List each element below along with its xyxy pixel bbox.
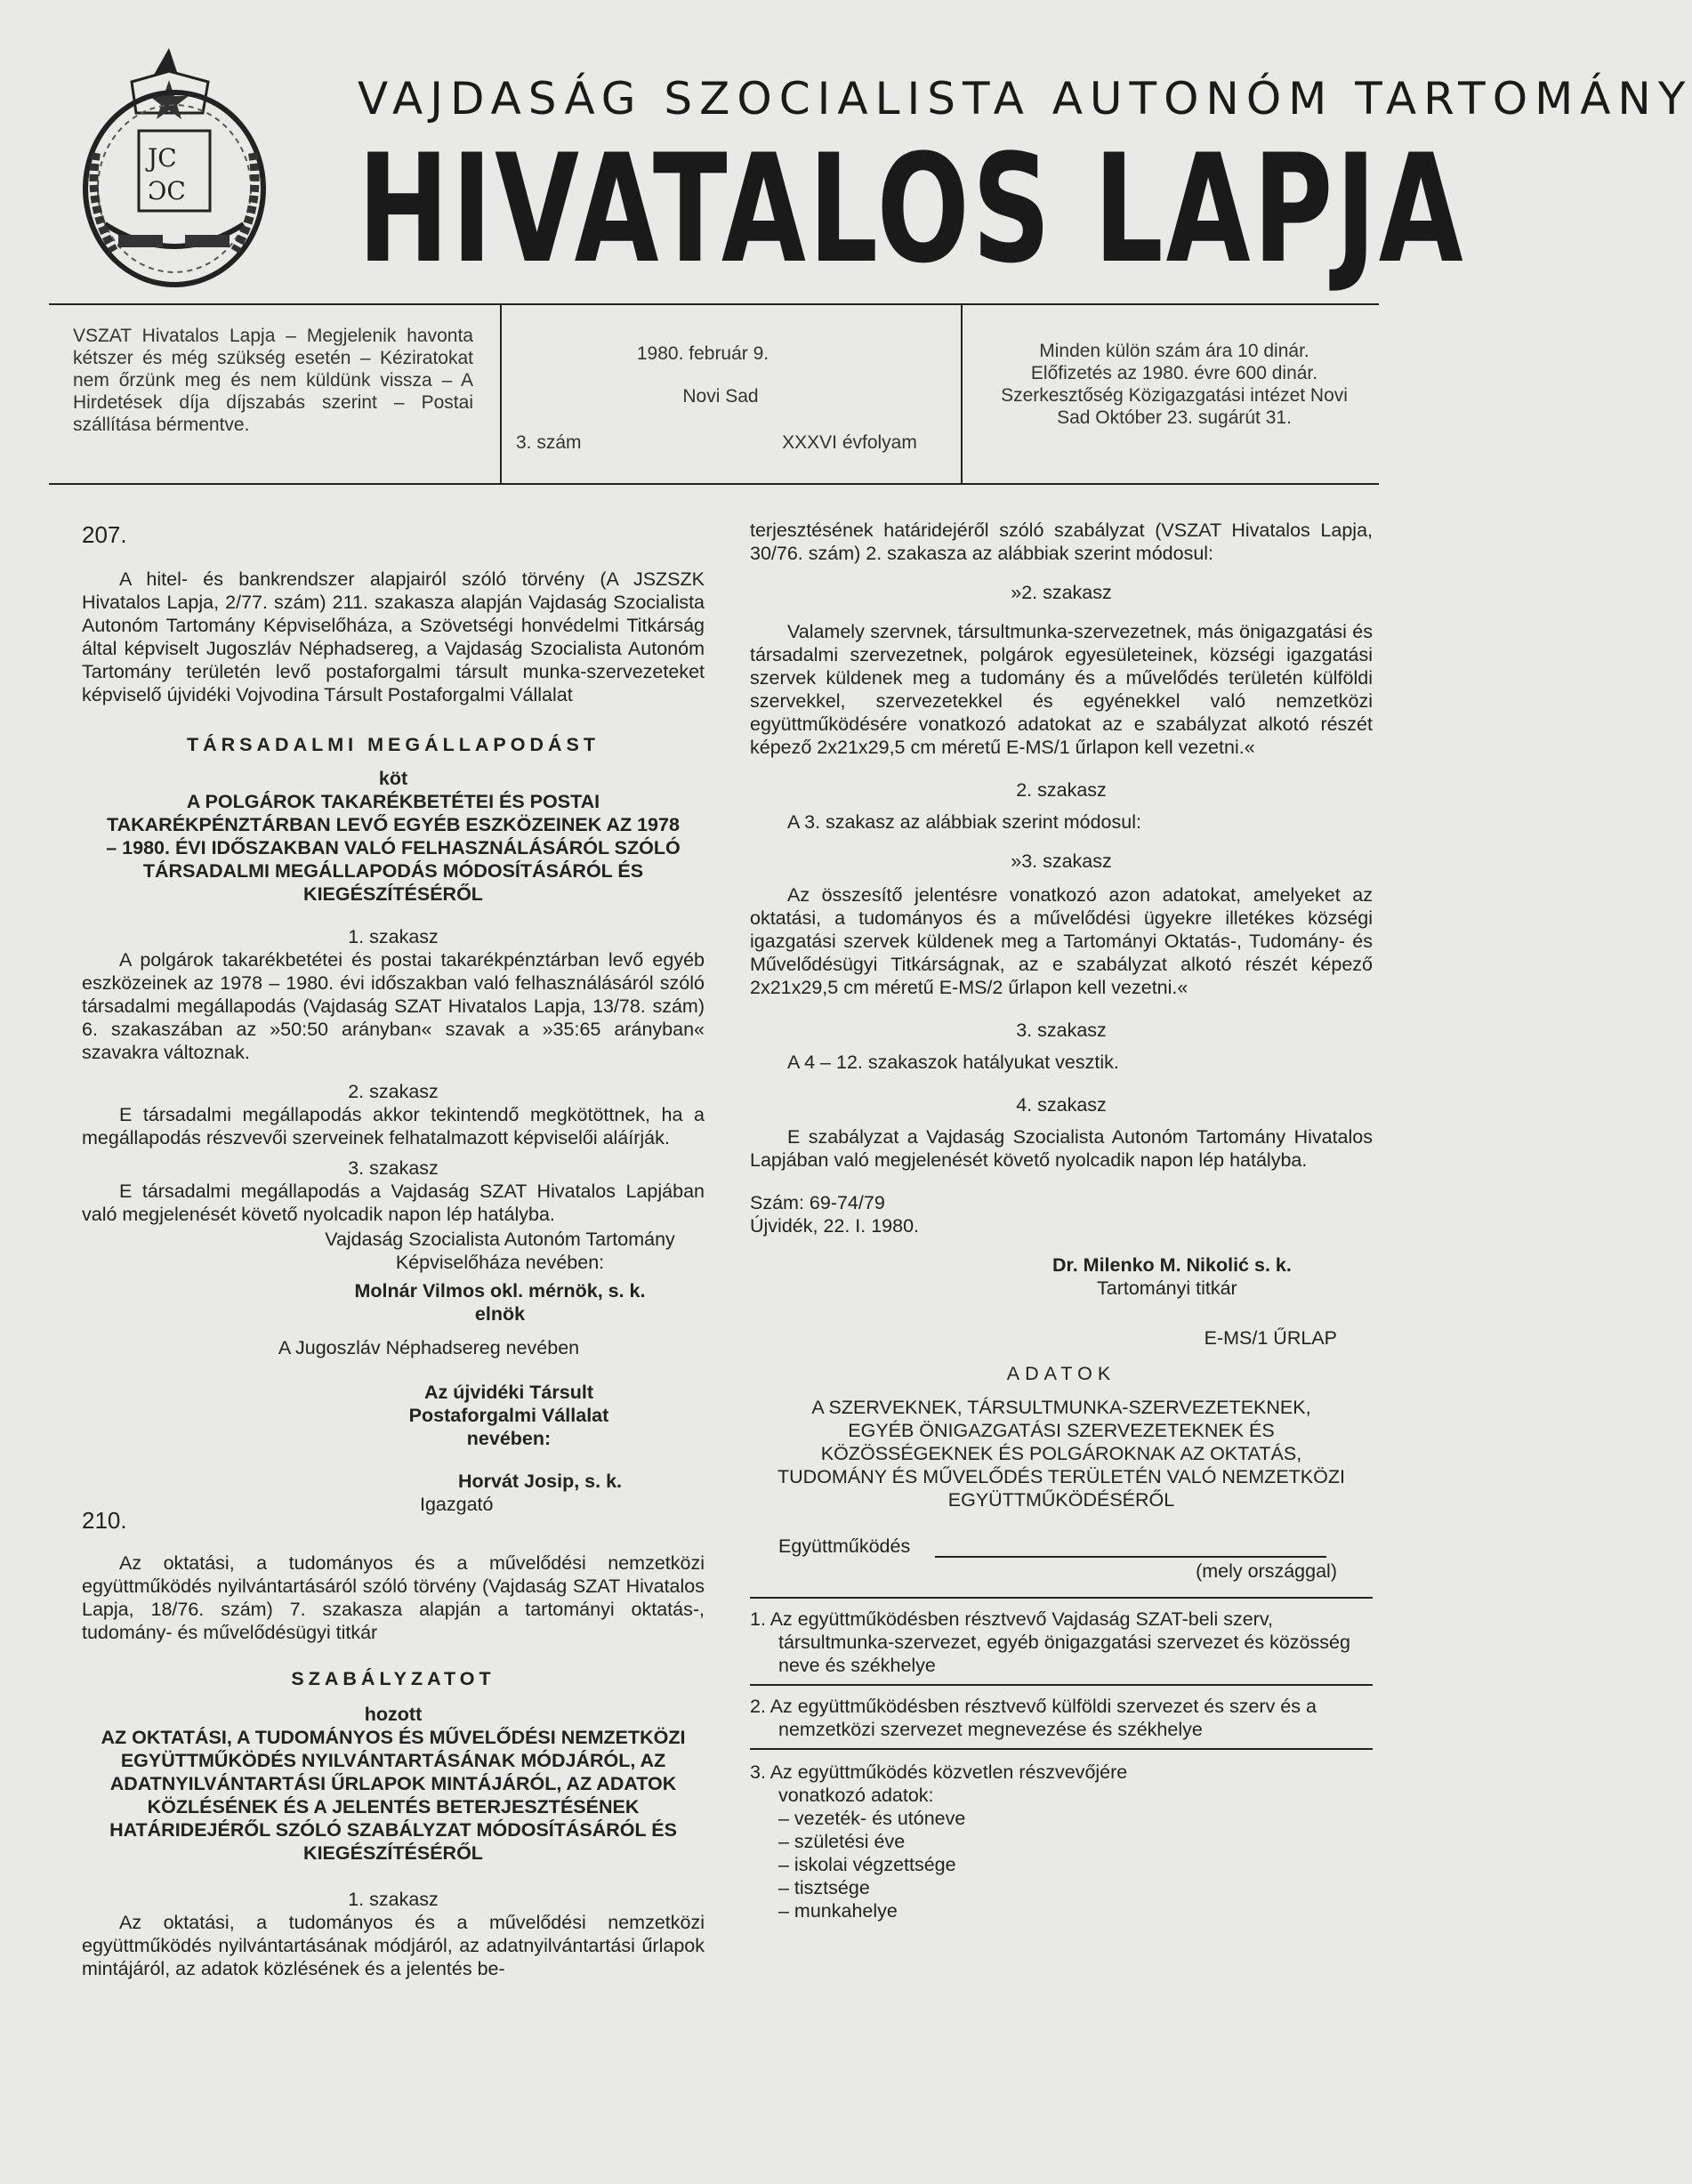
issue-place: Novi Sad	[682, 386, 759, 407]
cooperation-line	[935, 1538, 1326, 1558]
form-subitem: – munkahelye	[778, 1900, 898, 1922]
issue-date: 1980. február 9.	[636, 343, 769, 364]
section-heading: 3. szakasz	[348, 1157, 439, 1179]
form-item: 3. Az együttműködés közvetlen részvevőjére vonatkozó adatok:	[750, 1761, 1128, 1806]
signature-name: Horvát Josip, s. k.	[457, 1471, 622, 1492]
form-subitem: – tisztsége	[778, 1877, 870, 1898]
section-text: A 4 – 12. szakaszok hatályukat vesztik.	[787, 1052, 1119, 1073]
act-heading: TÁRSADALMI MEGÁLLAPODÁST	[187, 734, 600, 755]
form-subitem: – születési éve	[778, 1831, 906, 1852]
right-column	[750, 519, 1373, 1922]
act-hozott: hozott	[364, 1704, 423, 1725]
section-text: A 3. szakasz az alábbiak szerint módosul:	[787, 811, 1141, 833]
signature-org: Vajdaság Szocialista Autonóm Tartomány Képviselőháza nevében:	[325, 1229, 675, 1273]
section-text: Az oktatási, a tudományos és a művelődési nemzetközi együttműködés nyilvántartásának módjáról, az adatnyilvántartási űrlapok mintájáról, az adatok közlésének és a jelentés be-	[82, 1912, 705, 1979]
price-info: Minden külön szám ára 10 dinár. Előfizetés az 1980. évre 600 dinár. Szerkesztőség Közigazgatási intézet Novi Sad Október 23. sugárút 31.	[1001, 341, 1348, 428]
coat-of-arms-emblem	[69, 46, 296, 295]
signature-role: Igazgató	[420, 1494, 494, 1515]
section-heading: 4. szakasz	[1016, 1094, 1107, 1116]
signature-name: Molnár Vilmos okl. mérnök, s. k.	[354, 1280, 646, 1302]
section-heading: 1. szakasz	[348, 1889, 439, 1910]
quoted-section-text: Valamely szervnek, társultmunka-szervezetnek, más önigazgatási és társadalmi szervezetnek, polgárok egyesületeinek, községi igazgatási szervek küldenek meg a tudomány és a művelődés területén külföldi szervekkel, szervezetekkel és egyénekkel való nemzetközi együttműködésére vonatkozó adatokat az e szabályzat alkotó részét képező 2x21x29,5 cm méretű E-MS/1 űrlapon kell vezetni.«	[750, 621, 1373, 758]
header-divider-left	[500, 305, 502, 483]
quoted-section-heading: »2. szakasz	[1011, 582, 1112, 603]
act-number: 210.	[82, 1507, 127, 1534]
masthead-title: HIVATALOS LAPJA	[358, 122, 1466, 296]
section-text: E társadalmi megállapodás akkor tekintendő megkötöttnek, ha a megállapodás részvevői szerveinek felhatalmazott képviselői aláírják.	[82, 1104, 705, 1148]
quoted-section-text: Az összesítő jelentésre vonatkozó azon adatokat, amelyeket az oktatási, a tudományos és a művelődési ügyekre illetékes községi igazgatási szervek küldenek meg a Tartományi Oktatás-, Tudomány- és Művelődésügyi Titkárságnak, az e szabályzat alkotó részét képező 2x21x29,5 cm méretű E-MS/2 űrlapon kell vezetni.«	[750, 884, 1373, 998]
signature-org: A Jugoszláv Néphadsereg nevében	[278, 1337, 580, 1358]
masthead-kicker: VAJDASÁG SZOCIALISTA AUTONÓM TARTOMÁNY	[358, 73, 1692, 125]
signer-name: Dr. Milenko M. Nikolić s. k.	[1052, 1254, 1292, 1276]
form-item: 2. Az együttműködésben résztvevő külföldi szervezet és szerv és a nemzetközi szervezet megnevezése és székhelye	[750, 1696, 1317, 1740]
svg-text:ƆC: ƆC	[148, 176, 186, 206]
act-intro: A hitel- és bankrendszer alapjairól szóló törvény (A JSZSZK Hivatalos Lapja, 2/77. szám) 211. szakasza alapján Vajdaság Szocialista Autonóm Tartomány Képviselőháza, a Szövetségi honvédelmi Titkárság által képviselt Jugoszláv Néphadsereg, a Vajdaság Szocialista Autonóm Tartomány területén levő postaforgalmi társult munka-szervezeteket képviselő újvidéki Vojvodina Társult Postaforgalmi Vállalat	[82, 568, 705, 705]
section-text: E társadalmi megállapodás a Vajdaság SZAT Hivatalos Lapjában való megjelenését követő nyolcadik napon lép hatályba.	[82, 1181, 705, 1225]
section-heading: 2. szakasz	[1016, 779, 1107, 801]
form-item: 1. Az együttműködésben résztvevő Vajdaság SZAT-beli szerv, társultmunka-szervezet, egyéb önigazgatási szervezet és közösség neve és székhelye	[750, 1608, 1350, 1676]
reference-number: Szám: 69-74/79	[750, 1192, 885, 1213]
act-number: 207.	[82, 521, 127, 548]
form-subitem: – iskolai végzettsége	[778, 1854, 956, 1875]
header-rule	[49, 483, 1379, 485]
act-heading: SZABÁLYZATOT	[291, 1668, 496, 1689]
cooperation-label: Együttműködés	[778, 1535, 911, 1557]
quoted-section-heading: »3. szakasz	[1011, 850, 1112, 872]
masthead-rule	[49, 303, 1379, 305]
section-heading: 3. szakasz	[1016, 1019, 1107, 1041]
form-rule	[750, 1684, 1373, 1686]
form-subitem-list	[750, 1807, 1373, 1922]
form-subitem: – vezeték- és utóneve	[778, 1808, 966, 1829]
section-heading: 1. szakasz	[348, 926, 439, 947]
act-number-row	[82, 1493, 705, 1532]
signature-role: elnök	[474, 1303, 526, 1325]
section-text: A polgárok takarékbetétei és postai takarékpénztárban levő egyéb eszközeinek az 1978 – 1980. évi időszakban való felhasználásáról szóló társadalmi megállapodás (Vajdaság SZAT Hivatalos Lapja, 13/78. szám) 6. szakaszában az »50:50 arányban« szavak a »35:65 arányban« szavakra változnak.	[82, 949, 705, 1063]
form-rule	[750, 1597, 1373, 1599]
form-rule	[750, 1748, 1373, 1750]
act-title: AZ OKTATÁSI, A TUDOMÁNYOS ÉS MŰVELŐDÉSI NEMZETKÖZI EGYÜTTMŰKÖDÉS NYILVÁNTARTÁSÁNAK MÓDJÁRÓL, AZ ADATNYILVÁNTARTÁSI ŰRLAPOK MINTÁJÁRÓL, AZ ADATOK KÖZLÉSÉNEK ÉS A JELENTÉS BETERJESZTÉSÉNEK HATÁRIDEJÉRŐL SZÓLÓ SZABÁLYZAT MÓDOSÍTÁSÁRÓL ÉS KIEGÉSZÍTÉSÉRŐL	[101, 1727, 686, 1864]
header-divider-right	[961, 305, 963, 483]
act-kot: köt	[378, 768, 408, 789]
section-heading: 2. szakasz	[348, 1081, 439, 1102]
reference-place-date: Újvidék, 22. I. 1980.	[750, 1215, 920, 1237]
section-text: E szabályzat a Vajdaság Szocialista Autonóm Tartomány Hivatalos Lapjában való megjelenését követő nyolcadik napon lép hatályba.	[750, 1126, 1373, 1171]
act-title: A POLGÁROK TAKARÉKBETÉTEI ÉS POSTAI TAKARÉKPÉNZTÁRBAN LEVŐ EGYÉB ESZKÖZEINEK AZ 1978 – 1980. ÉVI IDŐSZAKBAN VALÓ FELHASZNÁLÁSÁRÓL SZÓLÓ TÁRSADALMI MEGÁLLAPODÁS MÓDOSÍTÁSÁRÓL ÉS KIEGÉSZÍTÉSÉRŐL	[106, 791, 681, 905]
volume: XXXVI évfolyam	[782, 432, 917, 453]
form-heading: ADATOK	[1006, 1363, 1116, 1384]
form-title: A SZERVEKNEK, TÁRSULTMUNKA-SZERVEZETEKNEK, EGYÉB ÖNIGAZGATÁSI SZERVEZETEKNEK ÉS KÖZÖSSÉGEKNEK ÉS POLGÁROKNAK AZ OKTATÁS, TUDOMÁNY ÉS MŰVELŐDÉS TERÜLETÉN VALÓ NEMZETKÖZI EGYÜTTMŰKÖDÉSÉRŐL	[778, 1397, 1345, 1511]
issue-number: 3. szám	[516, 432, 582, 453]
left-column	[82, 523, 705, 1980]
cooperation-caption: (mely országgal)	[1196, 1560, 1337, 1582]
act-intro: Az oktatási, a tudományos és a művelődési nemzetközi együttműködés nyilvántartásáról szóló törvény (Vajdaság SZAT Hivatalos Lapja, 18/76. szám) 7. szakasza alapján a tartományi oktatás-, tudomány- és művelődésügyi titkár	[82, 1552, 705, 1643]
cooperation-field	[750, 1535, 1373, 1558]
signature-org: Az újvidéki Társult Postaforgalmi Vállalat nevében:	[408, 1382, 609, 1449]
continued-text: terjesztésének határidejéről szóló szabályzat (VSZAT Hivatalos Lapja, 30/76. szám) 2. szakasza az alábbiak szerint módosul:	[750, 520, 1373, 564]
svg-text:JC: JC	[148, 143, 177, 173]
publication-info: VSZAT Hivatalos Lapja – Megjelenik havonta kétszer és még szükség esetén – Kéziratokat nem őrzünk meg és nem küldünk vissza – A Hirdetések díja díjszabás szerint – Postai szállítása bérmentve.	[73, 326, 473, 435]
signer-role: Tartományi titkár	[1097, 1277, 1237, 1299]
form-code: E-MS/1 ŰRLAP	[1204, 1327, 1337, 1349]
